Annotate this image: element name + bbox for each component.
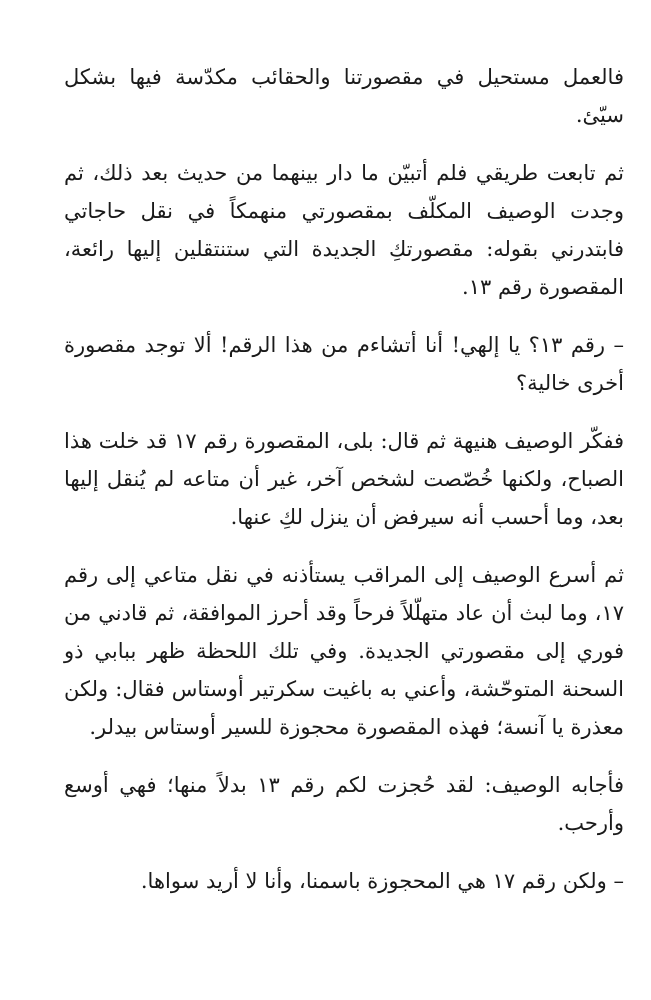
paragraph-7: – ولكن رقم ١٧ هي المحجوزة باسمنا، وأنا لا أريد سواها. — [140, 869, 624, 893]
paragraph-5: ثم أسرع الوصيف إلى المراقب يستأذنه في نقل متاعي إلى رقم ١٧، وما لبث أن عاد متهلّلاً فرحاً وقد أحرز الموافقة، ثم قادني من فوري إلى مقصورتي الجديدة. وفي تلك اللحظة ظهر ببابي ذو السحنة المتوحّشة، وأعني به باغيت سكرتير أوستاس فقال: ولكن معذرة يا آنسة؛ فهذه المقصورة محجوزة للسير أوستاس بيدلر. — [64, 563, 624, 739]
paragraph-6: فأجابه الوصيف: لقد حُجزت لكم رقم ١٣ بدلاً منها؛ فهي أوسع وأرحب. — [64, 773, 624, 835]
book-page — [64, 58, 624, 900]
paragraph-4: ففكّر الوصيف هنيهة ثم قال: بلى، المقصورة رقم ١٧ قد خلت هذا الصباح، ولكنها خُصّصت لشخص آخر، غير أن متاعه لم يُنقل إليها بعد، وما أحسب أنه سيرفض أن ينزل لكِ عنها. — [64, 429, 624, 529]
paragraph-1: فالعمل مستحيل في مقصورتنا والحقائب مكدّسة فيها بشكل سيّئ. — [64, 65, 624, 127]
paragraph-2: ثم تابعت طريقي فلم أتبيّن ما دار بينهما من حديث بعد ذلك، ثم وجدت الوصيف المكلّف بمقصورتي منهمكاً في نقل حاجاتي فابتدرني بقوله: مقصورتكِ الجديدة التي ستنتقلين إليها رائعة، المقصورة رقم ١٣. — [64, 161, 624, 299]
paragraph-3: – رقم ١٣؟ يا إلهي! أنا أتشاءم من هذا الرقم! ألا توجد مقصورة أخرى خالية؟ — [64, 333, 624, 395]
